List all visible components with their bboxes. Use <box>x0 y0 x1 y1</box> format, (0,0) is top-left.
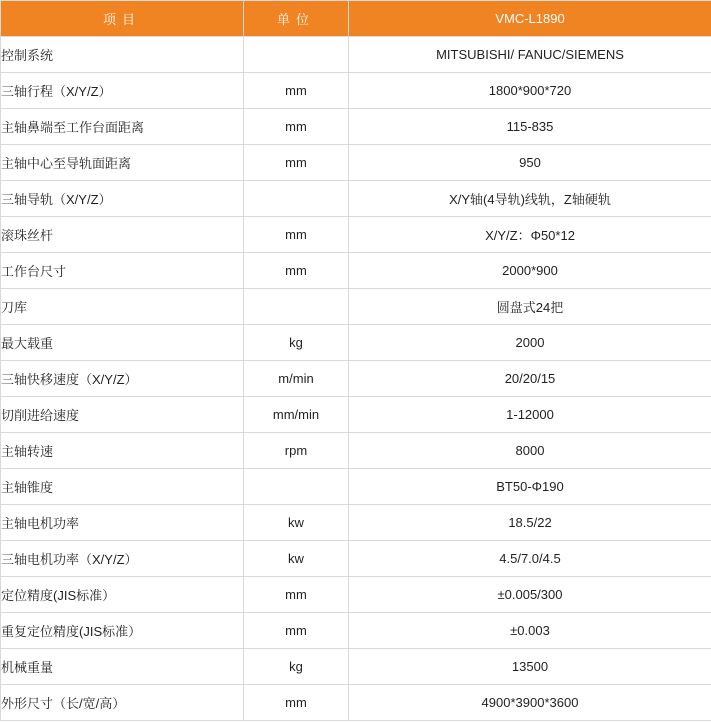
table-row <box>1 73 711 109</box>
row-item-label: 切削进给速度 <box>1 397 244 433</box>
row-unit: mm <box>244 109 349 145</box>
table-row <box>1 577 711 613</box>
row-value: 4.5/7.0/4.5 <box>349 541 711 577</box>
column-header-unit: 单位 <box>244 1 349 37</box>
row-value: MITSUBISHI/ FANUC/SIEMENS <box>349 37 711 73</box>
column-header-item: 项目 <box>1 1 244 37</box>
row-value: X/Y轴(4导轨)线轨，Z轴硬轨 <box>349 181 711 217</box>
row-item-label: 三轴快移速度（X/Y/Z） <box>1 361 244 397</box>
table-row <box>1 397 711 433</box>
row-unit: mm <box>244 577 349 613</box>
row-value: ±0.005/300 <box>349 577 711 613</box>
row-item-label: 外形尺寸（长/宽/高） <box>1 685 244 721</box>
table-row <box>1 37 711 73</box>
row-value: X/Y/Z：Φ50*12 <box>349 217 711 253</box>
table-row <box>1 541 711 577</box>
row-unit: kw <box>244 505 349 541</box>
table-row <box>1 613 711 649</box>
row-item-label: 主轴转速 <box>1 433 244 469</box>
row-item-label: 定位精度(JIS标准） <box>1 577 244 613</box>
row-value: 4900*3900*3600 <box>349 685 711 721</box>
table-row <box>1 145 711 181</box>
table-row <box>1 361 711 397</box>
table-header <box>1 1 711 37</box>
row-item-label: 主轴中心至导轨面距离 <box>1 145 244 181</box>
row-value: 8000 <box>349 433 711 469</box>
row-unit <box>244 289 349 325</box>
column-header-model: VMC-L1890 <box>349 1 711 37</box>
row-unit: kg <box>244 325 349 361</box>
table-row <box>1 505 711 541</box>
row-unit <box>244 469 349 505</box>
row-value: 2000 <box>349 325 711 361</box>
row-value: 20/20/15 <box>349 361 711 397</box>
row-unit <box>244 181 349 217</box>
row-value: 2000*900 <box>349 253 711 289</box>
row-item-label: 机械重量 <box>1 649 244 685</box>
table-row <box>1 685 711 721</box>
row-item-label: 刀库 <box>1 289 244 325</box>
table-row <box>1 109 711 145</box>
table-row <box>1 325 711 361</box>
row-item-label: 主轴电机功率 <box>1 505 244 541</box>
row-value: 13500 <box>349 649 711 685</box>
row-unit: mm <box>244 685 349 721</box>
table-row <box>1 217 711 253</box>
row-unit <box>244 37 349 73</box>
row-item-label: 工作台尺寸 <box>1 253 244 289</box>
table-row <box>1 433 711 469</box>
row-unit: m/min <box>244 361 349 397</box>
row-unit: mm <box>244 253 349 289</box>
row-item-label: 最大载重 <box>1 325 244 361</box>
row-item-label: 控制系统 <box>1 37 244 73</box>
row-value: 1800*900*720 <box>349 73 711 109</box>
table-body <box>1 37 711 721</box>
table-row <box>1 253 711 289</box>
row-value: 950 <box>349 145 711 181</box>
row-value: ±0.003 <box>349 613 711 649</box>
row-item-label: 三轴导轨（X/Y/Z） <box>1 181 244 217</box>
row-item-label: 三轴行程（X/Y/Z） <box>1 73 244 109</box>
row-unit: kw <box>244 541 349 577</box>
row-value: 115-835 <box>349 109 711 145</box>
row-unit: mm <box>244 145 349 181</box>
row-value: 1-12000 <box>349 397 711 433</box>
row-unit: rpm <box>244 433 349 469</box>
row-unit: mm <box>244 217 349 253</box>
row-unit: kg <box>244 649 349 685</box>
table-row <box>1 649 711 685</box>
row-unit: mm <box>244 73 349 109</box>
row-item-label: 三轴电机功率（X/Y/Z） <box>1 541 244 577</box>
row-item-label: 滚珠丝杆 <box>1 217 244 253</box>
row-item-label: 主轴鼻端至工作台面距离 <box>1 109 244 145</box>
row-unit: mm/min <box>244 397 349 433</box>
row-item-label: 重复定位精度(JIS标准） <box>1 613 244 649</box>
row-item-label: 主轴锥度 <box>1 469 244 505</box>
row-value: 18.5/22 <box>349 505 711 541</box>
table-row <box>1 181 711 217</box>
row-value: BT50-Φ190 <box>349 469 711 505</box>
row-value: 圆盘式24把 <box>349 289 711 325</box>
table-row <box>1 469 711 505</box>
row-unit: mm <box>244 613 349 649</box>
table-header-row <box>1 1 711 37</box>
table-row <box>1 289 711 325</box>
